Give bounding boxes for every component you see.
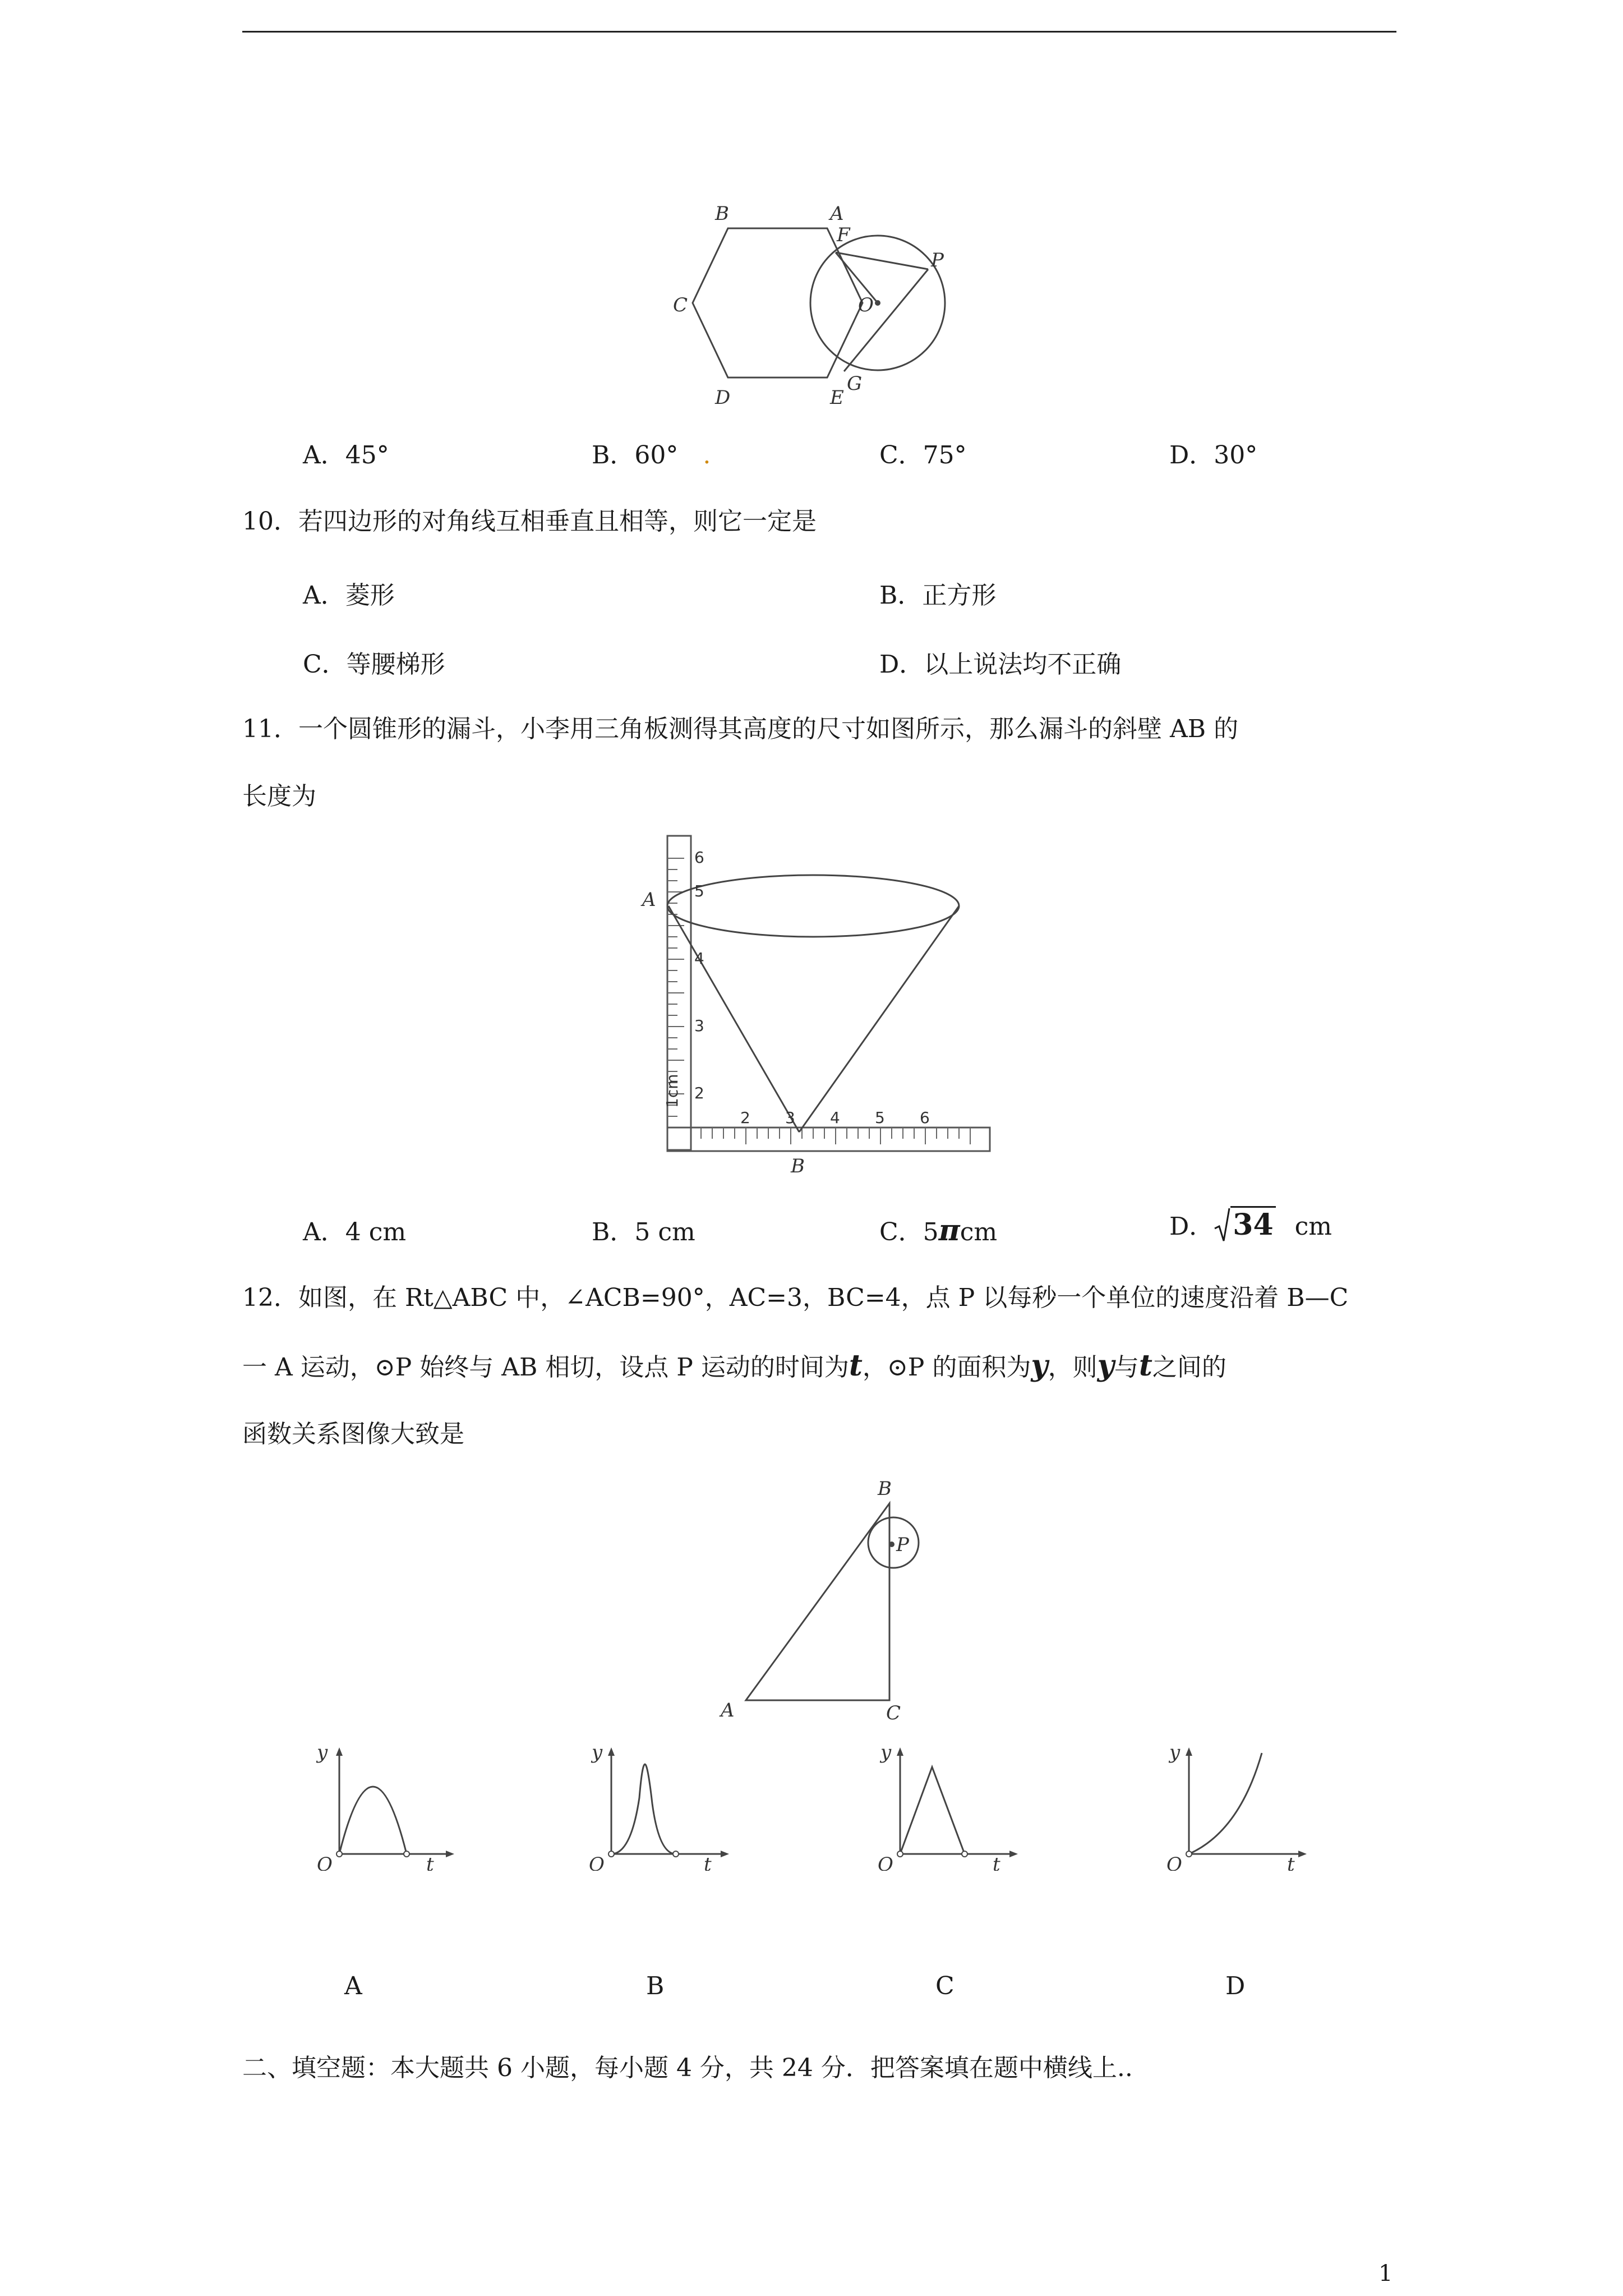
q10-option-d: D．以上说法均不正确: [879, 650, 1122, 679]
q11-option-c-unit: cm: [960, 1218, 998, 1246]
graph-c: [875, 1742, 1032, 1871]
label-A-cone: A: [642, 889, 656, 911]
q10-option-a: A．菱形: [303, 581, 395, 610]
section-2-heading: 二、填空题：本大题共 6 小题，每小题 4 分，共 24 分．把答案填在题中横线上..: [242, 2054, 1133, 2082]
sqrt-radicand: 34: [1230, 1206, 1275, 1242]
label-E: E: [830, 386, 844, 409]
ruler-unit: 1cm: [663, 1074, 681, 1108]
q9-option-b-text: B．60°: [592, 441, 679, 470]
q10-stem: 10．若四边形的对角线互相垂直且相等，则它一定是: [242, 507, 817, 536]
q12-stem-line3: 函数关系图像大致是: [242, 1420, 464, 1448]
label-B: B: [715, 203, 729, 225]
label-O: O: [858, 294, 874, 316]
h-tick-3: 3: [785, 1108, 795, 1127]
q12-stem-line2-e: 之间的: [1152, 1353, 1227, 1382]
q11-option-d-unit: cm: [1294, 1212, 1332, 1241]
q11-option-d-label: D．: [1169, 1212, 1214, 1241]
h-tick-6: 6: [920, 1108, 930, 1127]
graph-caption-b: B: [646, 1972, 665, 2000]
q11-stem-line1: 11．一个圆锥形的漏斗，小李用三角板测得其高度的尺寸如图所示，那么漏斗的斜壁 AB 的: [242, 715, 1239, 743]
hexagon-circle-figure: [662, 196, 965, 421]
graph-a-origin: O: [317, 1853, 333, 1871]
q11-option-b: B．5 cm: [592, 1218, 695, 1246]
q9-option-b-mark: .: [703, 441, 711, 470]
label-A: A: [830, 203, 844, 225]
graph-d-t: t: [1287, 1853, 1295, 1871]
graph-b: [586, 1742, 743, 1871]
graph-c-t: t: [993, 1853, 1000, 1871]
graph-a-y: y: [317, 1742, 328, 1764]
graph-caption-c: C: [935, 1972, 955, 2000]
q11-option-c-num: C．5: [879, 1218, 939, 1246]
var-y-2: y: [1097, 1349, 1114, 1383]
q11-option-d: [1169, 1206, 1332, 1249]
label-B-cone: B: [791, 1155, 805, 1177]
q12-stem-line2-b: ，⊙P 的面积为: [862, 1353, 1031, 1382]
graph-a-t: t: [426, 1853, 434, 1871]
h-tick-4: 4: [830, 1108, 840, 1127]
graph-b-origin: O: [589, 1853, 605, 1871]
q12-stem-line2-d: 与: [1114, 1353, 1139, 1382]
label-G: G: [847, 372, 863, 395]
page-number: 1: [1378, 2261, 1393, 2286]
label-B-tri: B: [878, 1478, 892, 1500]
pi-symbol: π: [938, 1213, 960, 1248]
label-C-tri: C: [886, 1702, 901, 1724]
h-tick-2: 2: [740, 1108, 750, 1127]
right-triangle-figure: [707, 1467, 942, 1736]
q9-option-d: D．30°: [1169, 441, 1258, 470]
cone-ruler-figure: [628, 825, 998, 1184]
q10-option-c: C．等腰梯形: [303, 650, 445, 679]
graph-a: [306, 1742, 463, 1871]
v-tick-5: 5: [694, 882, 704, 900]
label-D: D: [715, 386, 731, 409]
label-F: F: [837, 224, 850, 246]
label-P: P: [931, 249, 944, 272]
sqrt-symbol: [1214, 1207, 1230, 1249]
v-tick-4: 4: [694, 949, 704, 968]
q10-option-b: B．正方形: [879, 581, 997, 610]
graph-c-origin: O: [878, 1853, 893, 1871]
header-rule: [242, 31, 1396, 33]
var-t-2: t: [1138, 1349, 1152, 1383]
v-tick-2: 2: [694, 1084, 704, 1102]
h-tick-5: 5: [875, 1108, 885, 1127]
q9-option-a: A．45°: [303, 441, 389, 470]
graph-d-origin: O: [1166, 1853, 1182, 1871]
q11-option-c: [879, 1212, 997, 1248]
q12-stem-line1: 12．如图，在 Rt△ABC 中，∠ACB=90°，AC=3，BC=4，点 P 以每秒一个单位的速度沿着 B—C: [242, 1283, 1349, 1312]
label-C: C: [673, 294, 688, 316]
q11-option-a: A．4 cm: [303, 1218, 407, 1246]
q9-option-b: [592, 435, 711, 471]
label-P-tri: P: [896, 1534, 909, 1556]
q9-option-c: C．75°: [879, 441, 967, 470]
q12-stem-line2-c: ，则: [1048, 1353, 1098, 1382]
graph-b-y: y: [592, 1742, 603, 1764]
var-t: t: [849, 1349, 863, 1383]
v-tick-3: 3: [694, 1016, 704, 1035]
graph-d: [1161, 1742, 1318, 1871]
q12-stem-line2-a: 一 A 运动，⊙P 始终与 AB 相切，设点 P 运动的时间为: [242, 1353, 849, 1382]
graph-d-y: y: [1169, 1742, 1181, 1764]
v-tick-6: 6: [694, 848, 704, 867]
graph-b-t: t: [704, 1853, 712, 1871]
graph-caption-a: A: [344, 1972, 362, 2000]
q12-stem-line2: [242, 1349, 1227, 1384]
graph-c-y: y: [880, 1742, 892, 1764]
q11-stem-line2: 长度为: [242, 782, 316, 811]
graph-caption-d: D: [1225, 1972, 1246, 2000]
var-y: y: [1031, 1349, 1048, 1383]
label-A-tri: A: [721, 1699, 735, 1722]
